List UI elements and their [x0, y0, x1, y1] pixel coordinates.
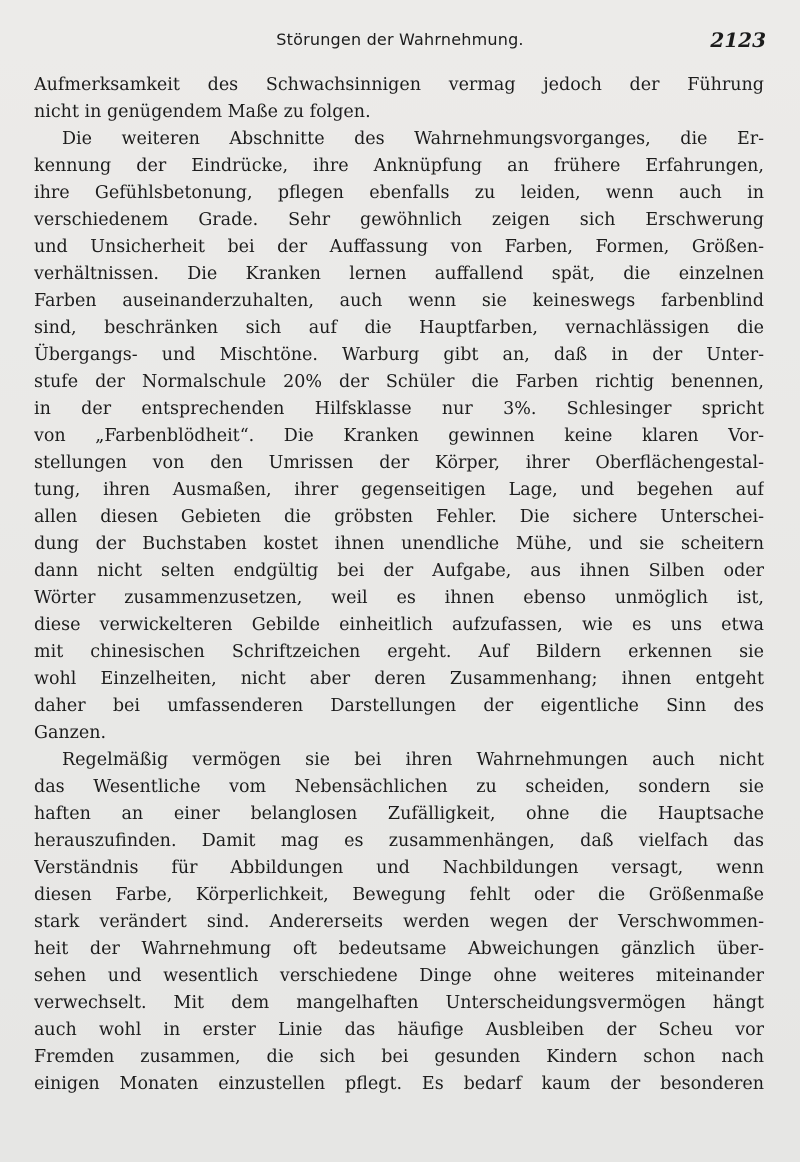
body-text	[34, 72, 764, 1098]
text-line: verhältnissen. Die Kranken lernen auffallend spät, die einzelnen	[34, 264, 764, 284]
text-line: stellungen von den Umrissen der Körper, ihrer Oberflächengestal-	[34, 453, 764, 473]
text-line: allen diesen Gebieten die gröbsten Fehler. Die sichere Unterschei-	[34, 507, 764, 527]
text-line: einigen Monaten einzustellen pflegt. Es bedarf kaum der besonderen	[34, 1074, 764, 1094]
text-line: nicht in genügendem Maße zu folgen.	[34, 102, 371, 122]
text-line: Verständnis für Abbildungen und Nachbildungen versagt, wenn	[34, 858, 764, 878]
text-line: von „Farbenblödheit“. Die Kranken gewinnen keine klaren Vor-	[34, 426, 764, 446]
text-line: verwechselt. Mit dem mangelhaften Unterscheidungsvermögen hängt	[34, 993, 764, 1013]
text-line: verschiedenem Grade. Sehr gewöhnlich zeigen sich Erschwerung	[34, 210, 764, 230]
text-line: stark verändert sind. Andererseits werden wegen der Verschwommen-	[34, 912, 764, 932]
text-line: stufe der Normalschule 20% der Schüler die Farben richtig benennen,	[34, 372, 764, 392]
text-line: und Unsicherheit bei der Auffassung von Farben, Formen, Größen-	[34, 237, 764, 257]
text-line: Fremden zusammen, die sich bei gesunden Kindern schon nach	[34, 1047, 764, 1067]
text-line: ihre Gefühlsbetonung, pflegen ebenfalls zu leiden, wenn auch in	[34, 183, 764, 203]
text-line: Regelmäßig vermögen sie bei ihren Wahrnehmungen auch nicht	[62, 750, 764, 770]
text-line: heit der Wahrnehmung oft bedeutsame Abweichungen gänzlich über-	[34, 939, 764, 959]
text-line: wohl Einzelheiten, nicht aber deren Zusammenhang; ihnen entgeht	[34, 669, 764, 689]
text-line: diese verwickelteren Gebilde einheitlich aufzufassen, wie es uns etwa	[34, 615, 764, 635]
page-number: 2123	[710, 28, 766, 52]
text-line: das Wesentliche vom Nebensächlichen zu scheiden, sondern sie	[34, 777, 764, 797]
text-line: Aufmerksamkeit des Schwachsinnigen vermag jedoch der Führung	[34, 75, 764, 95]
text-line: auch wohl in erster Linie das häufige Ausbleiben der Scheu vor	[34, 1020, 764, 1040]
text-line: mit chinesischen Schriftzeichen ergeht. Auf Bildern erkennen sie	[34, 642, 764, 662]
text-line: daher bei umfassenderen Darstellungen der eigentliche Sinn des	[34, 696, 764, 716]
text-line: Farben auseinanderzuhalten, auch wenn sie keineswegs farbenblind	[34, 291, 764, 311]
text-line: tung, ihren Ausmaßen, ihrer gegenseitigen Lage, und begehen auf	[34, 480, 764, 500]
text-line: kennung der Eindrücke, ihre Anknüpfung an frühere Erfahrungen,	[34, 156, 764, 176]
text-line: herauszufinden. Damit mag es zusammenhängen, daß vielfach das	[34, 831, 764, 851]
text-line: dung der Buchstaben kostet ihnen unendliche Mühe, und sie scheitern	[34, 534, 764, 554]
page-header	[34, 30, 766, 56]
text-line: dann nicht selten endgültig bei der Aufgabe, aus ihnen Silben oder	[34, 561, 764, 581]
text-line: Die weiteren Abschnitte des Wahrnehmungsvorganges, die Er-	[62, 129, 764, 149]
text-line: in der entsprechenden Hilfsklasse nur 3%. Schlesinger spricht	[34, 399, 764, 419]
text-line: Ganzen.	[34, 723, 107, 743]
text-line: sehen und wesentlich verschiedene Dinge ohne weiteres miteinander	[34, 966, 764, 986]
text-line: haften an einer belanglosen Zufälligkeit, ohne die Hauptsache	[34, 804, 764, 824]
running-title: Störungen der Wahrnehmung.	[276, 30, 524, 49]
text-line: Übergangs- und Mischtöne. Warburg gibt an, daß in der Unter-	[34, 345, 764, 365]
text-line: sind, beschränken sich auf die Hauptfarben, vernachlässigen die	[34, 318, 764, 338]
text-line: Wörter zusammenzusetzen, weil es ihnen ebenso unmöglich ist,	[34, 588, 764, 608]
text-line: diesen Farbe, Körperlichkeit, Bewegung fehlt oder die Größenmaße	[34, 885, 764, 905]
